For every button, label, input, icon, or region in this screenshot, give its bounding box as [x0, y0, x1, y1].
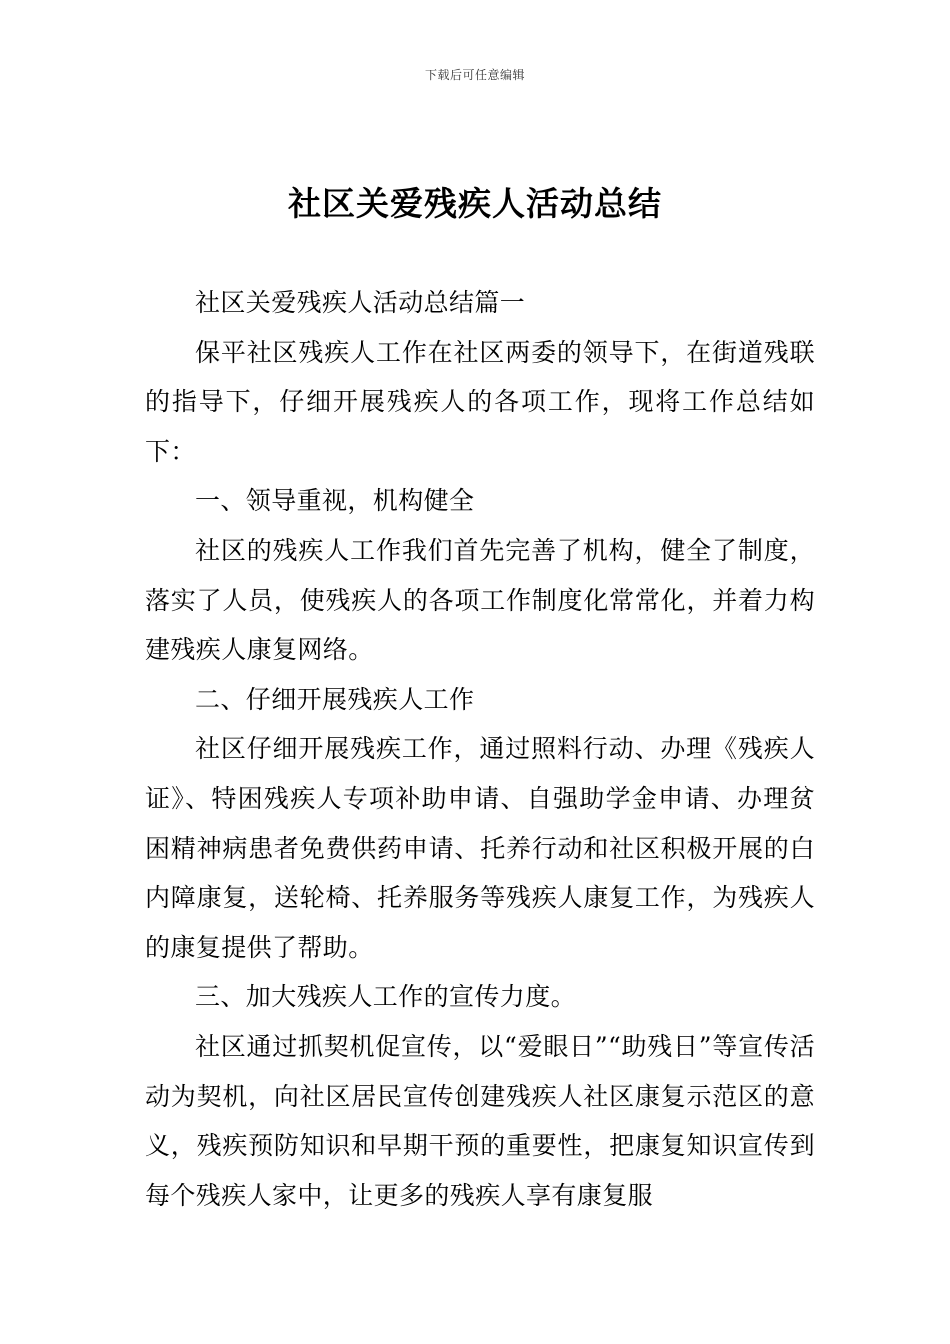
section-heading: 二、仔细开展残疾人工作	[195, 684, 475, 714]
document-body	[145, 278, 815, 1220]
body-paragraph: 社区通过抓契机促宣传，以“爱眼日”“助残日”等宣传活动为契机，向社区居民宣传创建残疾人社区康复示范区的意义，残疾预防知识和早期干预的重要性，把康复知识宣传到每个残疾人家中，让更多的残疾人享有康复服	[145, 1031, 815, 1210]
header-note: 下载后可任意编辑	[424, 68, 525, 82]
body-paragraph: 社区仔细开展残疾工作，通过照料行动、办理《残疾人证》、特困残疾人专项补助申请、自强助学金申请、办理贫困精神病患者免费供药申请、托养行动和社区积极开展的白内障康复，送轮椅、托养服务等残疾人康复工作，为残疾人的康复提供了帮助。	[145, 734, 815, 962]
section-heading: 一、领导重视，机构健全	[195, 486, 475, 516]
section-heading: 三、加大残疾人工作的宣传力度。	[195, 982, 577, 1012]
section-heading: 社区关爱残疾人活动总结篇一	[195, 288, 526, 317]
body-paragraph: 保平社区残疾人工作在社区两委的领导下，在街道残联的指导下，仔细开展残疾人的各项工作，现将工作总结如下：	[145, 337, 815, 466]
body-paragraph: 社区的残疾人工作我们首先完善了机构，健全了制度，落实了人员，使残疾人的各项工作制度化常常化，并着力构建残疾人康复网络。	[145, 535, 815, 665]
document-title: 社区关爱残疾人活动总结	[288, 184, 662, 223]
